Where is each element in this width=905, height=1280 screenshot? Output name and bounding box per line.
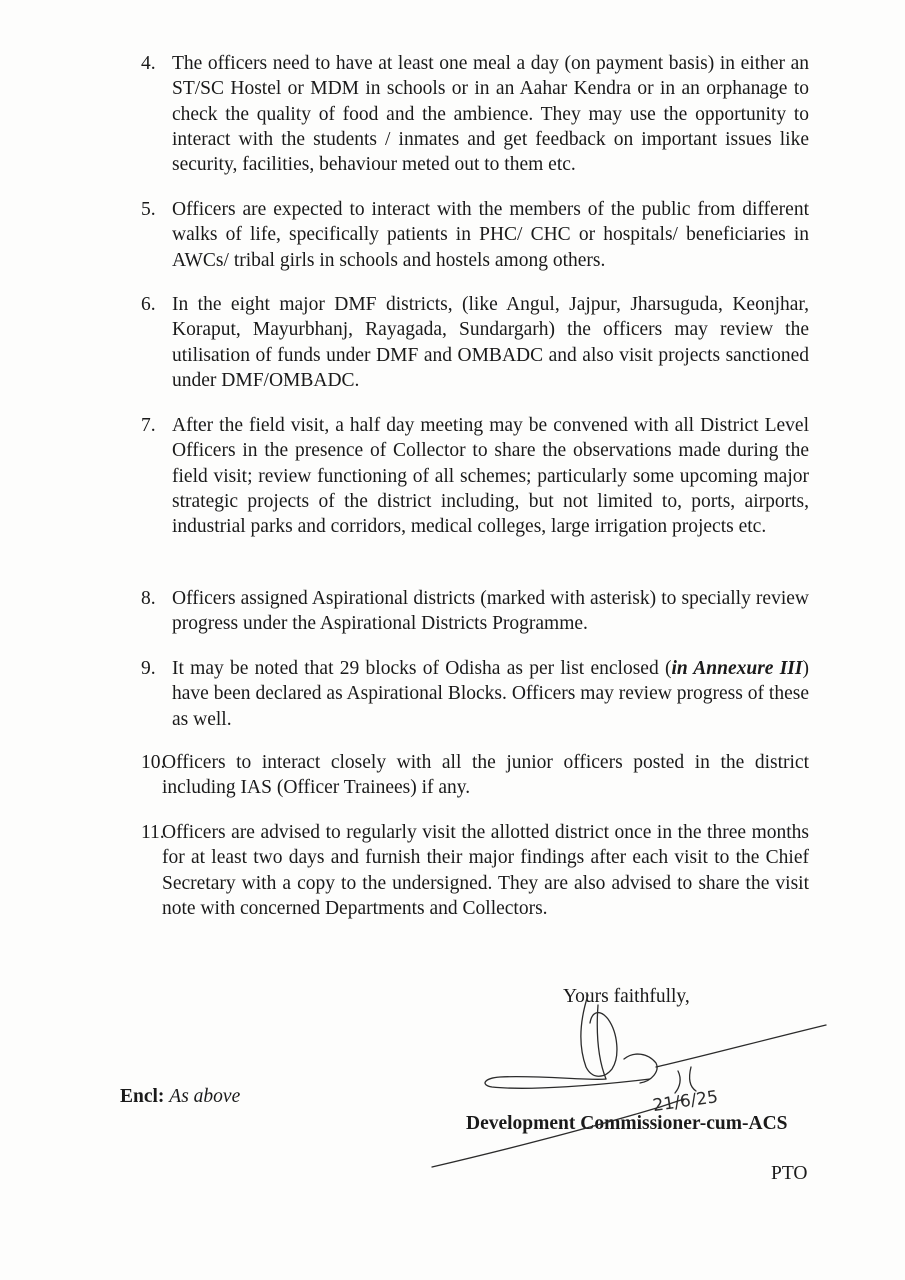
item-number: 4. bbox=[141, 53, 156, 74]
item-number: 6. bbox=[141, 294, 156, 315]
item-text-part: ) have been declared as Aspirational Blocks. Officers may review progress of these as well. bbox=[172, 658, 809, 730]
enclosure-value: As above bbox=[169, 1086, 241, 1107]
item-text: Officers to interact closely with all the junior officers posted in the district including IAS (Officer Trainees) if any. bbox=[162, 752, 809, 799]
enclosure-label: Encl: bbox=[120, 1086, 165, 1107]
item-text bbox=[172, 656, 809, 732]
item-number: 7. bbox=[141, 415, 156, 436]
list-item-7 bbox=[141, 413, 809, 539]
item-number: 5. bbox=[141, 199, 156, 220]
item-number: 10. bbox=[141, 752, 166, 773]
list-item-5 bbox=[141, 197, 809, 273]
list-item-10 bbox=[141, 750, 809, 801]
item-number: 8. bbox=[141, 588, 156, 609]
signature-date: 21/6/25 bbox=[651, 1087, 720, 1117]
enclosure-note bbox=[120, 1086, 240, 1108]
item-text: In the eight major DMF districts, (like Angul, Jajpur, Jharsuguda, Keonjhar, Koraput, Mayurbhanj, Rayagada, Sundargarh) the officers may review the utilisation of funds under DMF and OMBADC and also visit projects sanctioned under DMF/OMBADC. bbox=[172, 294, 809, 391]
item-text: Officers are advised to regularly visit the allotted district once in the three months for at least two days and furnish their major findings after each visit to the Chief Secretary with a copy to the undersigned. They are also advised to share the visit note with concerned Departments and Collectors. bbox=[162, 822, 809, 919]
item-text-part: It may be noted that 29 blocks of Odisha as per list enclosed ( bbox=[172, 658, 672, 679]
list-item-9 bbox=[141, 656, 809, 732]
item-text: The officers need to have at least one meal a day (on payment basis) in either an ST/SC Hostel or MDM in schools or in an Aahar Kendra or in an orphanage to check the quality of food and the ambience. They may use the opportunity to interact with the students / inmates and get feedback on important issues like security, facilities, behaviour meted out to them etc. bbox=[172, 53, 809, 176]
item-number: 11. bbox=[141, 822, 165, 843]
pto-marker: PTO bbox=[771, 1163, 808, 1184]
item-text: Officers assigned Aspirational districts (marked with asterisk) to specially review progress under the Aspirational Districts Programme. bbox=[172, 588, 809, 635]
annexure-reference: in Annexure III bbox=[671, 658, 803, 679]
list-item-4 bbox=[141, 51, 809, 177]
list-item-11 bbox=[141, 820, 809, 921]
signatory-designation: Development Commissioner-cum-ACS bbox=[466, 1113, 788, 1134]
item-text: Officers are expected to interact with the members of the public from different walks of life, specifically patients in PHC/ CHC or hospitals/ beneficiaries in AWCs/ tribal girls in schools and hostels among others. bbox=[172, 199, 809, 271]
list-item-6 bbox=[141, 292, 809, 393]
list-item-8 bbox=[141, 586, 809, 637]
item-number: 9. bbox=[141, 658, 156, 679]
closing-salutation: Yours faithfully, bbox=[563, 986, 690, 1007]
item-text: After the field visit, a half day meeting may be convened with all District Level Officers in the presence of Collector to share the observations made during the field visit; review functioning of all schemes; particularly some upcoming major strategic projects of the district including, but not limited to, ports, airports, industrial parks and corridors, medical colleges, large irrigation projects etc. bbox=[172, 415, 809, 538]
